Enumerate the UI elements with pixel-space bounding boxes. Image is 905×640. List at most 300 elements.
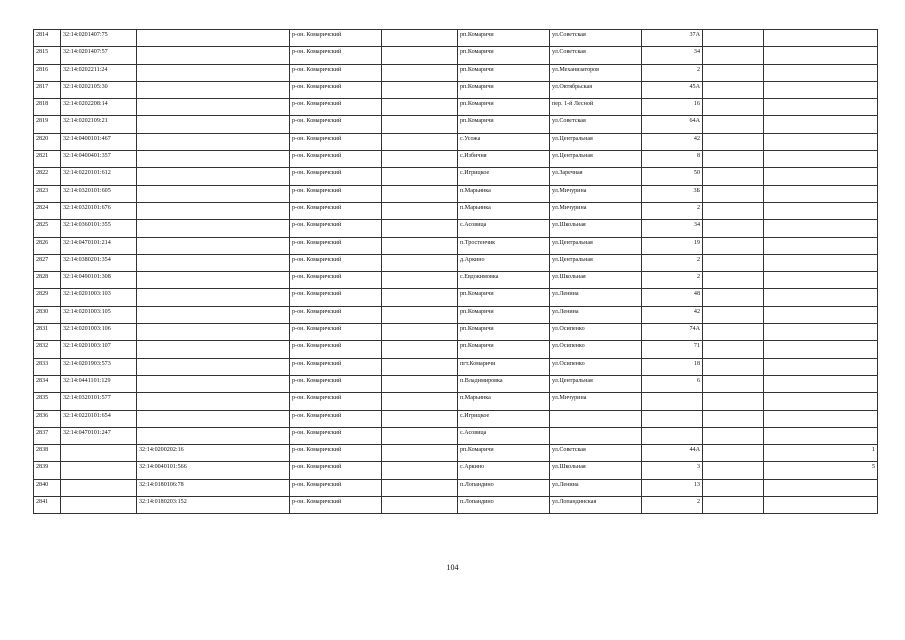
cadastral-number-alt-cell: 32:14:0180203:152 (137, 497, 290, 514)
region-cell: р-он. Комаричский (290, 462, 382, 479)
row-number-cell: 2828 (34, 272, 61, 289)
extra-value-cell (764, 410, 878, 427)
cadastral-number-cell: 32:14:0202105:30 (61, 81, 137, 98)
extra-value-cell (764, 64, 878, 81)
region-cell: р-он. Комаричский (290, 151, 382, 168)
row-number-cell: 2827 (34, 254, 61, 271)
house-number-cell: 19 (642, 237, 703, 254)
table-row (34, 64, 878, 81)
table-row (34, 375, 878, 392)
empty-cell (382, 324, 458, 341)
table-row (34, 306, 878, 323)
table-row (34, 133, 878, 150)
street-cell: ул.Ленина (550, 289, 642, 306)
empty-cell (382, 375, 458, 392)
table-row (34, 168, 878, 185)
empty-cell (703, 427, 764, 444)
empty-cell (382, 81, 458, 98)
street-cell: ул.Советская (550, 116, 642, 133)
empty-cell (382, 133, 458, 150)
cadastral-number-cell: 32:14:0201003:103 (61, 289, 137, 306)
empty-cell (382, 202, 458, 219)
empty-cell (382, 497, 458, 514)
street-cell: ул.Осипенко (550, 324, 642, 341)
cadastral-number-alt-cell (137, 410, 290, 427)
empty-cell (382, 220, 458, 237)
empty-cell (382, 185, 458, 202)
region-cell: р-он. Комаричский (290, 324, 382, 341)
empty-cell (703, 289, 764, 306)
cadastral-number-cell: 32:14:0441101:129 (61, 375, 137, 392)
row-number-cell: 2832 (34, 341, 61, 358)
cadastral-number-alt-cell (137, 81, 290, 98)
street-cell: ул.Ленина (550, 479, 642, 496)
empty-cell (382, 306, 458, 323)
table-row (34, 81, 878, 98)
street-cell: ул.Заречная (550, 168, 642, 185)
row-number-cell: 2815 (34, 47, 61, 64)
cadastral-number-alt-cell (137, 427, 290, 444)
empty-cell (382, 151, 458, 168)
table-row (34, 220, 878, 237)
house-number-cell: 71 (642, 341, 703, 358)
table-row (34, 289, 878, 306)
locality-cell: рп.Комаричи (458, 116, 550, 133)
row-number-cell: 2838 (34, 445, 61, 462)
cadastral-number-cell: 32:14:0400401:357 (61, 151, 137, 168)
empty-cell (703, 237, 764, 254)
row-number-cell: 2840 (34, 479, 61, 496)
locality-cell: рп.Комаричи (458, 306, 550, 323)
extra-value-cell (764, 47, 878, 64)
region-cell: р-он. Комаричский (290, 375, 382, 392)
house-number-cell: 8 (642, 151, 703, 168)
empty-cell (703, 64, 764, 81)
empty-cell (382, 479, 458, 496)
cadastral-number-alt-cell (137, 185, 290, 202)
street-cell: ул.Центральная (550, 254, 642, 271)
region-cell: р-он. Комаричский (290, 99, 382, 116)
extra-value-cell (764, 479, 878, 496)
empty-cell (382, 254, 458, 271)
street-cell: пер. 1-й Лесной (550, 99, 642, 116)
table-row (34, 393, 878, 410)
house-number-cell: 3Б (642, 185, 703, 202)
region-cell: р-он. Комаричский (290, 410, 382, 427)
locality-cell: с.Аркино (458, 462, 550, 479)
street-cell: ул.Центральная (550, 151, 642, 168)
extra-value-cell: 5 (764, 462, 878, 479)
page-number: 104 (446, 563, 459, 572)
extra-value-cell (764, 151, 878, 168)
empty-cell (703, 185, 764, 202)
house-number-cell: 42 (642, 306, 703, 323)
street-cell: ул.Советская (550, 47, 642, 64)
locality-cell: с.Евдокимовка (458, 272, 550, 289)
extra-value-cell (764, 497, 878, 514)
cadastral-number-alt-cell (137, 116, 290, 133)
region-cell: р-он. Комаричский (290, 358, 382, 375)
row-number-cell: 2824 (34, 202, 61, 219)
cadastral-number-alt-cell (137, 151, 290, 168)
street-cell: ул.Октябрьская (550, 81, 642, 98)
extra-value-cell (764, 324, 878, 341)
empty-cell (703, 168, 764, 185)
region-cell: р-он. Комаричский (290, 393, 382, 410)
region-cell: р-он. Комаричский (290, 220, 382, 237)
street-cell: ул.Школьная (550, 462, 642, 479)
cadastral-number-cell: 32:14:0380201:354 (61, 254, 137, 271)
locality-cell: рп.Комаричи (458, 99, 550, 116)
house-number-cell: 74А (642, 324, 703, 341)
empty-cell (703, 479, 764, 496)
cadastral-number-alt-cell (137, 133, 290, 150)
locality-cell: рп.Комаричи (458, 289, 550, 306)
register-table (33, 29, 878, 514)
locality-cell: с.Избичня (458, 151, 550, 168)
cadastral-number-alt-cell (137, 47, 290, 64)
extra-value-cell (764, 168, 878, 185)
empty-cell (382, 393, 458, 410)
cadastral-number-cell: 32:14:0201903:573 (61, 358, 137, 375)
locality-cell: с.Асовица (458, 220, 550, 237)
empty-cell (703, 497, 764, 514)
locality-cell: рп.Комаричи (458, 47, 550, 64)
locality-cell: д.Аркино (458, 254, 550, 271)
extra-value-cell (764, 133, 878, 150)
cadastral-number-alt-cell (137, 99, 290, 116)
house-number-cell: 2 (642, 202, 703, 219)
row-number-cell: 2826 (34, 237, 61, 254)
table-row (34, 445, 878, 462)
cadastral-number-alt-cell (137, 289, 290, 306)
region-cell: р-он. Комаричский (290, 254, 382, 271)
house-number-cell: 34 (642, 47, 703, 64)
table-row (34, 151, 878, 168)
empty-cell (703, 393, 764, 410)
table-row (34, 272, 878, 289)
cadastral-number-cell: 32:14:0470101:247 (61, 427, 137, 444)
cadastral-number-alt-cell (137, 64, 290, 81)
row-number-cell: 2841 (34, 497, 61, 514)
empty-cell (703, 254, 764, 271)
row-number-cell: 2820 (34, 133, 61, 150)
row-number-cell: 2834 (34, 375, 61, 392)
locality-cell: пгт.Комаричи (458, 358, 550, 375)
empty-cell (703, 220, 764, 237)
empty-cell (703, 81, 764, 98)
region-cell: р-он. Комаричский (290, 185, 382, 202)
empty-cell (382, 272, 458, 289)
cadastral-number-cell: 32:14:0320101:676 (61, 202, 137, 219)
extra-value-cell (764, 254, 878, 271)
extra-value-cell (764, 341, 878, 358)
street-cell: ул.Школьная (550, 220, 642, 237)
locality-cell: п.Лопандино (458, 479, 550, 496)
locality-cell: п.Марьинка (458, 202, 550, 219)
street-cell: ул.Советская (550, 445, 642, 462)
street-cell: ул.Мичурина (550, 202, 642, 219)
house-number-cell: 37А (642, 30, 703, 47)
cadastral-number-alt-cell (137, 254, 290, 271)
table-row (34, 47, 878, 64)
house-number-cell: 42 (642, 133, 703, 150)
region-cell: р-он. Комаричский (290, 289, 382, 306)
empty-cell (703, 99, 764, 116)
row-number-cell: 2825 (34, 220, 61, 237)
street-cell: ул.Осипенко (550, 358, 642, 375)
cadastral-number-cell: 32:14:0400101:467 (61, 133, 137, 150)
empty-cell (382, 237, 458, 254)
row-number-cell: 2822 (34, 168, 61, 185)
street-cell: ул.Центральная (550, 133, 642, 150)
row-number-cell: 2837 (34, 427, 61, 444)
house-number-cell: 13 (642, 479, 703, 496)
locality-cell: рп.Комаричи (458, 30, 550, 47)
extra-value-cell (764, 185, 878, 202)
street-cell: ул.Школьная (550, 272, 642, 289)
cadastral-number-alt-cell (137, 324, 290, 341)
region-cell: р-он. Комаричский (290, 202, 382, 219)
row-number-cell: 2835 (34, 393, 61, 410)
cadastral-number-alt-cell (137, 341, 290, 358)
row-number-cell: 2829 (34, 289, 61, 306)
street-cell: ул.Мичурина (550, 185, 642, 202)
house-number-cell: 2 (642, 272, 703, 289)
region-cell: р-он. Комаричский (290, 30, 382, 47)
locality-cell: рп.Комаричи (458, 81, 550, 98)
region-cell: р-он. Комаричский (290, 47, 382, 64)
empty-cell (703, 202, 764, 219)
empty-cell (703, 272, 764, 289)
cadastral-number-cell: 32:14:0360101:355 (61, 220, 137, 237)
extra-value-cell (764, 427, 878, 444)
cadastral-number-cell: 32:14:0201407:75 (61, 30, 137, 47)
house-number-cell (642, 427, 703, 444)
table-row (34, 462, 878, 479)
region-cell: р-он. Комаричский (290, 479, 382, 496)
cadastral-number-cell (61, 462, 137, 479)
row-number-cell: 2831 (34, 324, 61, 341)
cadastral-number-alt-cell (137, 393, 290, 410)
extra-value-cell (764, 99, 878, 116)
region-cell: р-он. Комаричский (290, 237, 382, 254)
row-number-cell: 2821 (34, 151, 61, 168)
cadastral-number-alt-cell (137, 306, 290, 323)
cadastral-number-alt-cell (137, 168, 290, 185)
cadastral-number-cell: 32:14:0220101:612 (61, 168, 137, 185)
region-cell: р-он. Комаричский (290, 133, 382, 150)
extra-value-cell (764, 272, 878, 289)
cadastral-number-cell: 32:14:0202109:21 (61, 116, 137, 133)
extra-value-cell (764, 202, 878, 219)
locality-cell: п.Лопандино (458, 497, 550, 514)
extra-value-cell (764, 393, 878, 410)
empty-cell (382, 99, 458, 116)
street-cell: ул.Мичурина (550, 393, 642, 410)
table-row (34, 479, 878, 496)
locality-cell: рп.Комаричи (458, 341, 550, 358)
locality-cell: рп.Комаричи (458, 445, 550, 462)
locality-cell: п.Владимировка (458, 375, 550, 392)
locality-cell: п.Тростенчик (458, 237, 550, 254)
empty-cell (382, 168, 458, 185)
region-cell: р-он. Комаричский (290, 64, 382, 81)
locality-cell: рп.Комаричи (458, 324, 550, 341)
cadastral-number-alt-cell (137, 30, 290, 47)
row-number-cell: 2830 (34, 306, 61, 323)
region-cell: р-он. Комаричский (290, 81, 382, 98)
extra-value-cell (764, 81, 878, 98)
table-row (34, 410, 878, 427)
table-row (34, 358, 878, 375)
table-row (34, 254, 878, 271)
street-cell (550, 427, 642, 444)
cadastral-number-cell (61, 479, 137, 496)
extra-value-cell (764, 375, 878, 392)
row-number-cell: 2814 (34, 30, 61, 47)
row-number-cell: 2823 (34, 185, 61, 202)
house-number-cell (642, 410, 703, 427)
table-row (34, 99, 878, 116)
empty-cell (703, 324, 764, 341)
house-number-cell: 50 (642, 168, 703, 185)
table-row (34, 237, 878, 254)
house-number-cell: 64А (642, 116, 703, 133)
region-cell: р-он. Комаричский (290, 341, 382, 358)
cadastral-number-alt-cell (137, 272, 290, 289)
register-body (34, 30, 878, 514)
locality-cell: с.Игрицкое (458, 410, 550, 427)
empty-cell (382, 358, 458, 375)
street-cell: ул.Ленина (550, 306, 642, 323)
empty-cell (703, 306, 764, 323)
cadastral-number-cell: 32:14:0201407:57 (61, 47, 137, 64)
empty-cell (703, 375, 764, 392)
cadastral-number-alt-cell: 32:14:0040101:566 (137, 462, 290, 479)
region-cell: р-он. Комаричский (290, 445, 382, 462)
table-row (34, 116, 878, 133)
street-cell: ул.Центральная (550, 375, 642, 392)
cadastral-number-cell (61, 445, 137, 462)
row-number-cell: 2818 (34, 99, 61, 116)
row-number-cell: 2817 (34, 81, 61, 98)
region-cell: р-он. Комаричский (290, 168, 382, 185)
house-number-cell: 2 (642, 497, 703, 514)
cadastral-number-alt-cell (137, 375, 290, 392)
empty-cell (703, 133, 764, 150)
empty-cell (382, 445, 458, 462)
cadastral-number-cell (61, 497, 137, 514)
extra-value-cell (764, 306, 878, 323)
empty-cell (703, 410, 764, 427)
row-number-cell: 2839 (34, 462, 61, 479)
house-number-cell (642, 393, 703, 410)
cadastral-number-cell: 32:14:0201003:107 (61, 341, 137, 358)
locality-cell: с.Асовица (458, 427, 550, 444)
row-number-cell: 2816 (34, 64, 61, 81)
table-row (34, 30, 878, 47)
table-row (34, 324, 878, 341)
empty-cell (703, 462, 764, 479)
cadastral-number-alt-cell (137, 220, 290, 237)
house-number-cell: 18 (642, 358, 703, 375)
extra-value-cell (764, 358, 878, 375)
table-row (34, 427, 878, 444)
cadastral-number-alt-cell (137, 237, 290, 254)
extra-value-cell (764, 116, 878, 133)
empty-cell (382, 289, 458, 306)
cadastral-number-cell: 32:14:0470101:214 (61, 237, 137, 254)
house-number-cell: 3 (642, 462, 703, 479)
empty-cell (382, 64, 458, 81)
extra-value-cell (764, 30, 878, 47)
cadastral-number-alt-cell (137, 202, 290, 219)
empty-cell (703, 116, 764, 133)
locality-cell: с.Усожа (458, 133, 550, 150)
region-cell: р-он. Комаричский (290, 116, 382, 133)
house-number-cell: 45А (642, 81, 703, 98)
empty-cell (382, 410, 458, 427)
house-number-cell: 2 (642, 254, 703, 271)
table-row (34, 497, 878, 514)
street-cell: ул.Осипенко (550, 341, 642, 358)
house-number-cell: 2 (642, 64, 703, 81)
cadastral-number-cell: 32:14:0202211:24 (61, 64, 137, 81)
region-cell: р-он. Комаричский (290, 272, 382, 289)
empty-cell (703, 445, 764, 462)
street-cell: ул.Механизаторов (550, 64, 642, 81)
row-number-cell: 2819 (34, 116, 61, 133)
house-number-cell: 16 (642, 99, 703, 116)
cadastral-number-alt-cell (137, 358, 290, 375)
extra-value-cell (764, 220, 878, 237)
cadastral-number-alt-cell: 32:14:0200202:16 (137, 445, 290, 462)
empty-cell (703, 47, 764, 64)
region-cell: р-он. Комаричский (290, 497, 382, 514)
cadastral-number-cell: 32:14:0320101:577 (61, 393, 137, 410)
region-cell: р-он. Комаричский (290, 427, 382, 444)
empty-cell (703, 151, 764, 168)
cadastral-number-cell: 32:14:0320101:605 (61, 185, 137, 202)
row-number-cell: 2833 (34, 358, 61, 375)
locality-cell: с.Игрицкое (458, 168, 550, 185)
cadastral-number-cell: 32:14:0490101:308 (61, 272, 137, 289)
cadastral-number-cell: 32:14:0201003:106 (61, 324, 137, 341)
table-row (34, 185, 878, 202)
extra-value-cell (764, 237, 878, 254)
empty-cell (703, 30, 764, 47)
table-row (34, 202, 878, 219)
locality-cell: рп.Комаричи (458, 64, 550, 81)
empty-cell (382, 462, 458, 479)
empty-cell (382, 341, 458, 358)
extra-value-cell: 1 (764, 445, 878, 462)
empty-cell (382, 427, 458, 444)
empty-cell (703, 341, 764, 358)
house-number-cell: 48 (642, 289, 703, 306)
house-number-cell: 44А (642, 445, 703, 462)
house-number-cell: 34 (642, 220, 703, 237)
empty-cell (382, 47, 458, 64)
cadastral-number-alt-cell: 32:14:0180106:78 (137, 479, 290, 496)
row-number-cell: 2836 (34, 410, 61, 427)
street-cell: ул.Лопандинская (550, 497, 642, 514)
table-row (34, 341, 878, 358)
street-cell (550, 410, 642, 427)
region-cell: р-он. Комаричский (290, 306, 382, 323)
extra-value-cell (764, 289, 878, 306)
